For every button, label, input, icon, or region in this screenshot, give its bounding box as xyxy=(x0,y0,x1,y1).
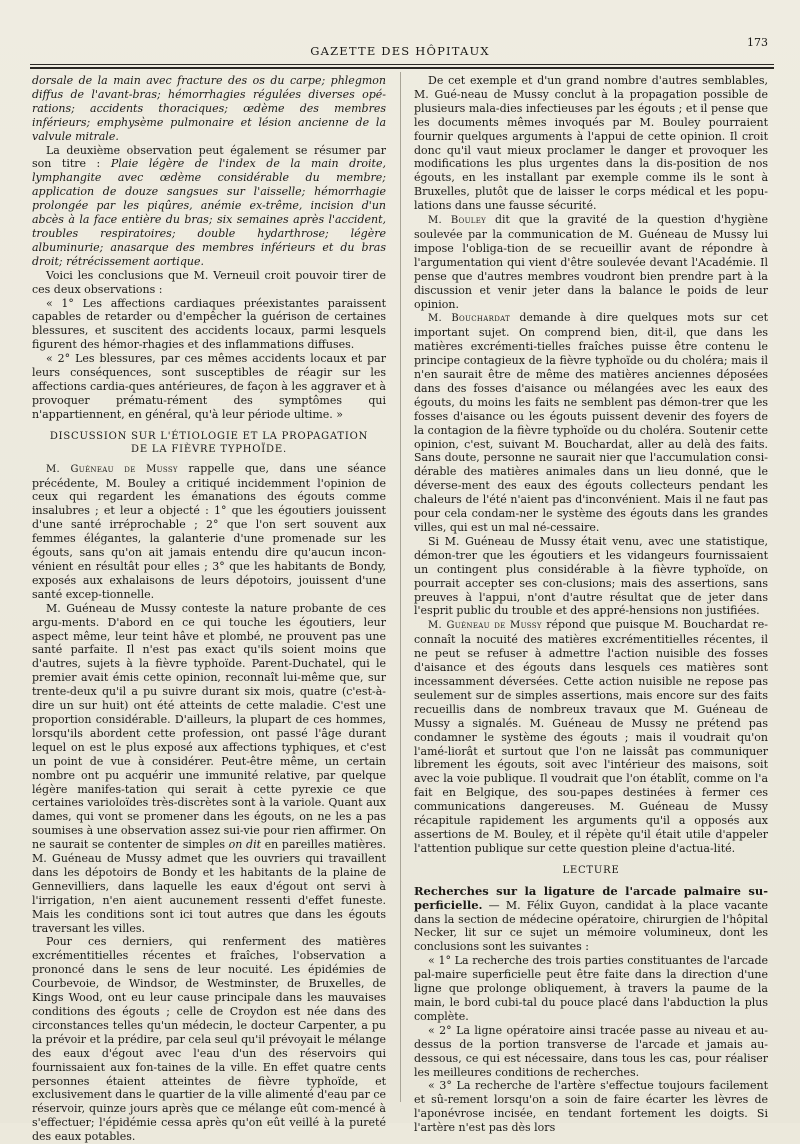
paragraph: « 1° La recherche des trois parties constituantes de l'arcade pal-maire superficielle peut être faite dans la direction d'une ligne que prolonge obliquement, à travers la paume de la main, le bord cubi-tal du pouce placé dans l'abduction la plus complète. xyxy=(414,954,768,1023)
section-heading-line: DISCUSSION SUR L'ÉTIOLOGIE ET LA PROPAGATION xyxy=(49,430,369,442)
paragraph-text: dit que la gravité de la question d'hygiène soulevée par la communication de M. Guéneau de Mussy lui impose l'obliga-tion de se recueillir avant de répondre à l'argumentation qui vient d'être soulevée devant l'Académie. Il pense que d'autres membres voudront bien prendre part à la discussion et venir jeter dans la balance le poids de leur opinion. xyxy=(414,213,768,311)
speaker-name: M. Bouley xyxy=(428,215,487,227)
paragraph xyxy=(32,144,386,269)
page-number: 173 xyxy=(747,36,768,49)
section-heading: LECTURE xyxy=(562,864,620,876)
lecture-title: Recherches sur la ligature de l'arcade palmaire su-perficielle. xyxy=(414,883,768,912)
section-heading xyxy=(32,430,386,456)
paragraph: Pour ces derniers, qui renferment des matières excrémentitielles récentes et fraîches, l'observation a prononcé dans le sens de leur nocuité. Les épidémies de Courbevoie, de Windsor, de Westminster, de Bruxelles, de Kings Wood, ont eu leur cause principale dans les mauvaises conditions des égouts ; celle de Croydon est née dans des circonstances telles qu'un médecin, le docteur Carpenter, a pu la prévoir et la prédire, par cela seul qu'il prévoyait le mélange des eaux d'égout avec l'eau d'un des réservoirs qui fournissaient aux fon-taines de la ville. En effet quatre cents personnes étaient atteintes de fièvre typhoïde, et exclusivement dans le quartier de la ville alimenté d'eau par ce réservoir, quinze jours après que ce mélange eût com-mencé à s'effectuer; l'épidémie cessa après qu'on eût veillé à la pureté des eaux potables. xyxy=(32,935,386,1144)
paragraph: « 1° Les affections cardiaques préexistantes paraissent capables de retarder ou d'empêcher la guérison de certaines blessures, et suscitent des accidents locaux, parmi lesquels figurent des hémor-rhagies et des inflammations diffuses. xyxy=(32,296,386,352)
page-header xyxy=(30,36,770,62)
journal-title: GAZETTE DES HÔPITAUX xyxy=(310,44,490,58)
paragraph-text: rappelle que, dans une séance précédente, M. Bouley a critiqué incidemment l'opinion de ceux qui regardent les émanations des égouts comme insalubres ; et leur a objecté : 1° que les égoutiers jouissent d'une santé irréprochable ; 2° que l'on sert souvent aux femmes élégantes, la galanterie d'une promenade sur les égouts, sans qu'on ait jamais entendu dire qu'aucun incon-vénient en résultât pour elles ; 3° que les habitants de Bondy, exposés aux exhalaisons de leurs dépotoirs, jouissent d'une santé excep-tionnelle. xyxy=(32,461,387,601)
column-divider xyxy=(400,72,401,1102)
paragraph-text: La deuxième observation peut également se résumer par son titre : xyxy=(32,143,386,171)
paragraph: Voici les conclusions que M. Verneuil croit pouvoir tirer de ces deux observations : xyxy=(32,268,386,296)
paragraph-text: répond que puisque M. Bouchardat re-connaît la nocuité des matières excrémentitielles récentes, il ne peut se refuser à admettre l'action nuisible des fosses d'aisance et des égouts dans lesquels ces matières sont incessamment déversées. Cette action nuisible ne repose pas seulement sur de simples assertions, mais encore sur des faits recueillis dans de nombreux travaux que M. Guéneau de Mussy a signalés. M. Guéneau de Mussy ne prétend pas condamner le système des égouts ; mais il voudrait qu'on l'amé-liorât et surtout que l'on ne laissât pas communiquer librement les égouts, soit avec l'intérieur des maisons, soit avec la voie publique. Il voudrait que l'on établît, comme on l'a fait en Belgique, des sou-papes destinées à fermer ces communications dangereuses. M. Guéneau de Mussy récapitule rapidement les arguments qu'il a opposés aux assertions de M. Bouley, et il répète qu'il était utile d'appeler l'attention publique sur cette question pleine d'actua-lité. xyxy=(414,618,769,855)
paragraph-text: — M. Félix Guyon, candidat à la place vacante dans la section de médecine opératoire, chirurgien de l'hôpital Necker, lit sur ce sujet un mémoire volumineux, dont les conclusions sont les suivantes : xyxy=(414,898,768,954)
paragraph: « 2° La ligne opératoire ainsi tracée passe au niveau et au-dessus de la portion transverse de l'arcade et jamais au-dessous, ce qui est nécessaire, dans tous les cas, pour réaliser les meilleures conditions de recherches. xyxy=(414,1023,768,1079)
observation-title: Plaie légère de l'index de la main droite, lymphangite avec œdème considérable du membre; application de douze sangsues sur l'aisselle; hémorrhagie prolongée par les piqûres, anémie ex-trême, incision d'un abcès à la face entière du bras; six semaines après l'accident, troubles respiratoires; double hydarthrose; légère albuminurie; anasarque des membres inférieurs et du bras droit; rétrécissement aortique. xyxy=(32,157,386,268)
speaker-name: M. Guéneau de Mussy xyxy=(46,463,178,475)
paragraph: dorsale de la main avec fracture des os du carpe; phlegmon diffus de l'avant-bras; hémorrhagies régulées diverses opé-rations; accidents thoraciques; œdème des membres inférieurs; emphysème pulmonaire et lésion ancienne de la valvule mitrale. xyxy=(32,74,386,143)
paragraph-text: en pareilles matières. M. Guéneau de Mussy admet que les ouvriers qui travaillent dans les dépotoirs de Bondy et les habitants de la plaine de Gennevilliers, dans laquelle les eaux d'égout ont servi à l'irrigation, n'en aient aucunement ressenti d'effet funeste. Mais les conditions sont ici tout autres que dans les égouts traversant les villes. xyxy=(32,838,387,935)
paragraph xyxy=(414,618,768,855)
paragraph-text: demande à dire quelques mots sur cet important sujet. On comprend bien, dit-il, que dans les matières excrémenti-tielles fraîches puisse être contenu le principe contagieux de la fièvre typhoïde ou du choléra; mais il n'en saurait être de même des matières anciennes déposées dans des fosses d'aisance ou mélangées avec les eaux des égouts, du moins les faits ne semblent pas démon-trer que les fosses d'aisance ou les égouts puissent devenir des foyers de la contagion de la fièvre typhoïde ou du choléra. Soutenir cette opinion, c'est, suivant M. Bouchardat, aller au delà des faits. Sans doute, personne ne saurait nier que l'accumulation consi-dérable des matières animales dans un lieu donné, que le déverse-ment des eaux des égouts collecteurs pendant les chaleurs de l'été n'aient pas d'inconvénient. Mais il ne faut pas pour cela condam-ner le système des égouts dans les grandes villes, qui est un mal né-cessaire. xyxy=(414,311,769,534)
italic-phrase: on dit xyxy=(228,838,262,852)
right-column xyxy=(414,74,769,1135)
left-column xyxy=(32,74,387,1144)
paragraph: De cet exemple et d'un grand nombre d'autres semblables, M. Gué-neau de Mussy conclut à la propagation possible de plusieurs mala-dies infectieuses par les égouts ; et il pense que les documents mêmes invoqués par M. Bouley pourraient fournir quelques arguments à l'appui de cette opinion. Il croit donc qu'il vaut mieux proclamer le danger et provoquer les modifications les plus urgentes dans la dis-position de nos égouts, en les installant par exemple comme ils le sont à Bruxelles, plutôt que de laisser le corps médical et les popu-lations dans une fausse sécurité. xyxy=(414,74,768,213)
paragraph xyxy=(414,213,768,311)
speaker-name: M. Guéneau de Mussy xyxy=(428,620,542,632)
paragraph: Si M. Guéneau de Mussy était venu, avec une statistique, démon-trer que les égoutiers et les vidangeurs fournissaient un contingent plus considérable à la fièvre typhoïde, on pourrait accepter ses con-clusions; mais des assertions, sans preuves à l'appui, n'ont d'autre résultat que de jeter dans l'esprit public du trouble et des appré-hensions non justifiées. xyxy=(414,534,768,618)
paragraph xyxy=(414,311,768,535)
header-rule-thin xyxy=(30,64,774,65)
paragraph xyxy=(414,885,768,955)
paragraph-text: M. Guéneau de Mussy conteste la nature probante de ces argu-ments. D'abord en ce qui touche les égoutiers, leur aspect même, leur teint hâve et plombé, ne prouvent pas une santé parfaite. Il n'est pas exact qu'ils soient moins que d'autres, sujets à la fièvre typhoïde. Parent-Duchatel, qui le premier avait émis cette opinion, reconnaît lui-même que, sur trente-deux qu'il a pu suivre durant six mois, quatre (c'est-à-dire un sur huit) ont été atteints de cette maladie. C'est une proportion considérable. D'ailleurs, la plupart de ces hommes, lorsqu'ils abordent cette profession, ont passé l'âge durant lequel on est le plus exposé aux affections typhiques, et c'est un point de vue à considérer. Peut-être même, un certain nombre ont pu acquérir une immunité relative, par quelque légère manifes-tation qui serait à cette pyrexie ce que certaines varioloïdes très-discrètes sont à la variole. Quant aux dames, qui vont se promener dans les égouts, on ne les a pas soumises à une observation assez sui-vie pour rien affirmer. On ne saurait se contenter de simples xyxy=(32,601,386,852)
paragraph xyxy=(32,602,386,936)
section-heading-line: DE LA FIÈVRE TYPHOÏDE. xyxy=(131,443,287,455)
paragraph: « 2° Les blessures, par ces mêmes accidents locaux et par leurs conséquences, sont susceptibles de réagir sur les affections cardia-ques antérieures, de façon à les aggraver et à provoquer prématu-rément des symptômes qui n'appartiennent, en général, qu'à leur période ultime. » xyxy=(32,352,386,421)
header-rule-thick xyxy=(30,67,774,69)
paragraph: « 3° La recherche de l'artère s'effectue toujours facilement et sû-rement lorsqu'on a soin de faire écarter les lèvres de l'aponévrose incisée, en tendant fortement les doigts. Si l'artère n'est pas dès lors xyxy=(414,1079,768,1135)
speaker-name: M. Bouchardat xyxy=(428,313,511,325)
paragraph xyxy=(32,462,386,602)
